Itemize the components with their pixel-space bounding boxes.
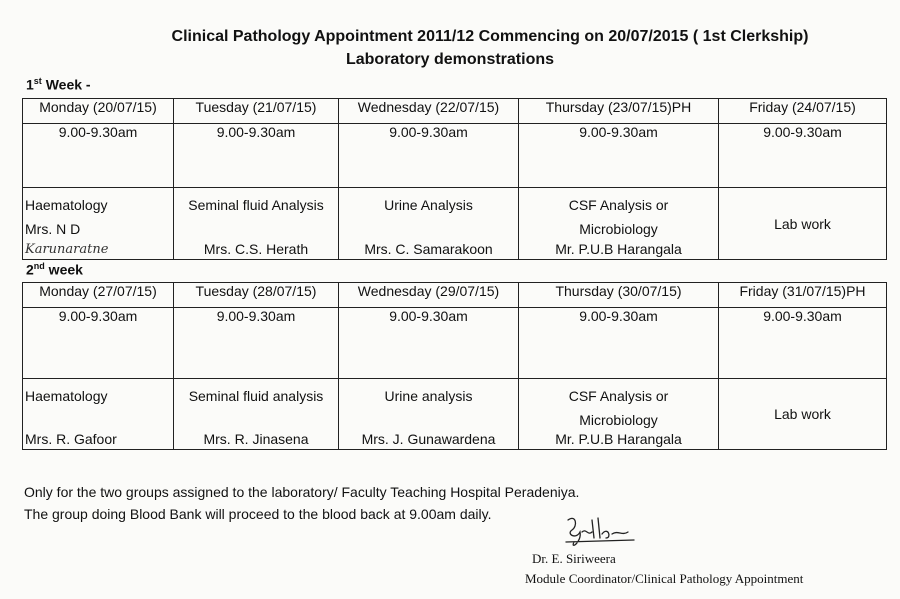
day-header: Tuesday (28/07/15)	[174, 283, 339, 308]
subject-name: Haematology	[25, 197, 108, 213]
week-2-label: 2nd week	[26, 261, 83, 278]
week-1-table	[22, 98, 887, 260]
week-2-table	[22, 282, 887, 450]
time-cell: 9.00-9.30am	[174, 124, 339, 188]
time-cell: 9.00-9.30am	[719, 308, 887, 379]
signature-mark	[562, 512, 642, 552]
time-cell: 9.00-9.30am	[174, 308, 339, 379]
subject-name: Seminal fluid Analysis	[188, 197, 324, 213]
page-subtitle: Laboratory demonstrations	[345, 51, 555, 68]
subject-row	[23, 188, 887, 260]
subject-name: CSF Analysis or	[568, 388, 669, 404]
table-header-row	[23, 283, 887, 308]
day-header: Friday (24/07/15)	[719, 99, 887, 124]
staff-name: Mrs. J. Gunawardena	[361, 431, 496, 447]
subject-cell	[23, 379, 174, 450]
subject-name: CSF Analysis or	[568, 197, 669, 213]
subject-cell	[174, 379, 339, 450]
day-header: Wednesday (22/07/15)	[339, 99, 519, 124]
time-cell: 9.00-9.30am	[519, 124, 719, 188]
signatory-role: Module Coordinator/Clinical Pathology Appointment	[525, 571, 804, 586]
day-header: Thursday (30/07/15)	[519, 283, 719, 308]
day-header: Friday (31/07/15)PH	[719, 283, 887, 308]
subject-name: Urine analysis	[384, 388, 473, 404]
subject-cell	[174, 188, 339, 260]
subject-cell	[23, 188, 174, 260]
footnotes	[24, 481, 579, 525]
subject-cell	[719, 379, 887, 450]
time-cell: 9.00-9.30am	[519, 308, 719, 379]
subject-name: Urine Analysis	[384, 197, 473, 213]
subject-name: Haematology	[25, 388, 108, 404]
table-header-row	[23, 99, 887, 124]
staff-name: Mrs. C. Samarakoon	[364, 241, 493, 257]
subject-name: Lab work	[774, 406, 831, 422]
time-row	[23, 308, 887, 379]
subject-name-alt: Microbiology	[579, 412, 658, 428]
week-1-label: 1st Week -	[26, 76, 91, 93]
staff-name: Mr. P.U.B Harangala	[555, 431, 682, 447]
subject-cell	[339, 188, 519, 260]
day-header: Wednesday (29/07/15)	[339, 283, 519, 308]
subject-name: Lab work	[774, 215, 831, 232]
subject-row	[23, 379, 887, 450]
subject-name: Seminal fluid analysis	[188, 388, 324, 404]
staff-name: Mrs. R. Gafoor	[25, 431, 117, 447]
signatory-name: Dr. E. Siriweera	[532, 551, 616, 566]
day-header: Monday (27/07/15)	[23, 283, 174, 308]
staff-name: Mrs. R. Jinasena	[203, 431, 309, 447]
staff-name: Mr. P.U.B Harangala	[555, 241, 682, 257]
staff-name-handwritten: Karunaratne	[25, 242, 109, 257]
time-cell: 9.00-9.30am	[719, 124, 887, 188]
time-row	[23, 124, 887, 188]
footnote-line: The group doing Blood Bank will proceed to the blood back at 9.00am daily.	[24, 506, 492, 522]
subject-cell	[719, 188, 887, 260]
day-header: Tuesday (21/07/15)	[174, 99, 339, 124]
time-cell: 9.00-9.30am	[339, 124, 519, 188]
time-cell: 9.00-9.30am	[23, 308, 174, 379]
subject-name-alt: Microbiology	[579, 221, 658, 237]
subject-cell	[519, 188, 719, 260]
staff-name: Mrs. C.S. Herath	[203, 241, 309, 257]
subject-cell	[339, 379, 519, 450]
page-title: Clinical Pathology Appointment 2011/12 Commencing on 20/07/2015 ( 1st Clerkship)	[171, 28, 809, 45]
subject-cell	[519, 379, 719, 450]
time-cell: 9.00-9.30am	[339, 308, 519, 379]
footnote-line: Only for the two groups assigned to the laboratory/ Faculty Teaching Hospital Peradeniya.	[24, 484, 580, 500]
staff-name: Mrs. N D	[25, 221, 81, 237]
time-cell: 9.00-9.30am	[23, 124, 174, 188]
day-header: Monday (20/07/15)	[23, 99, 174, 124]
day-header: Thursday (23/07/15)PH	[519, 99, 719, 124]
